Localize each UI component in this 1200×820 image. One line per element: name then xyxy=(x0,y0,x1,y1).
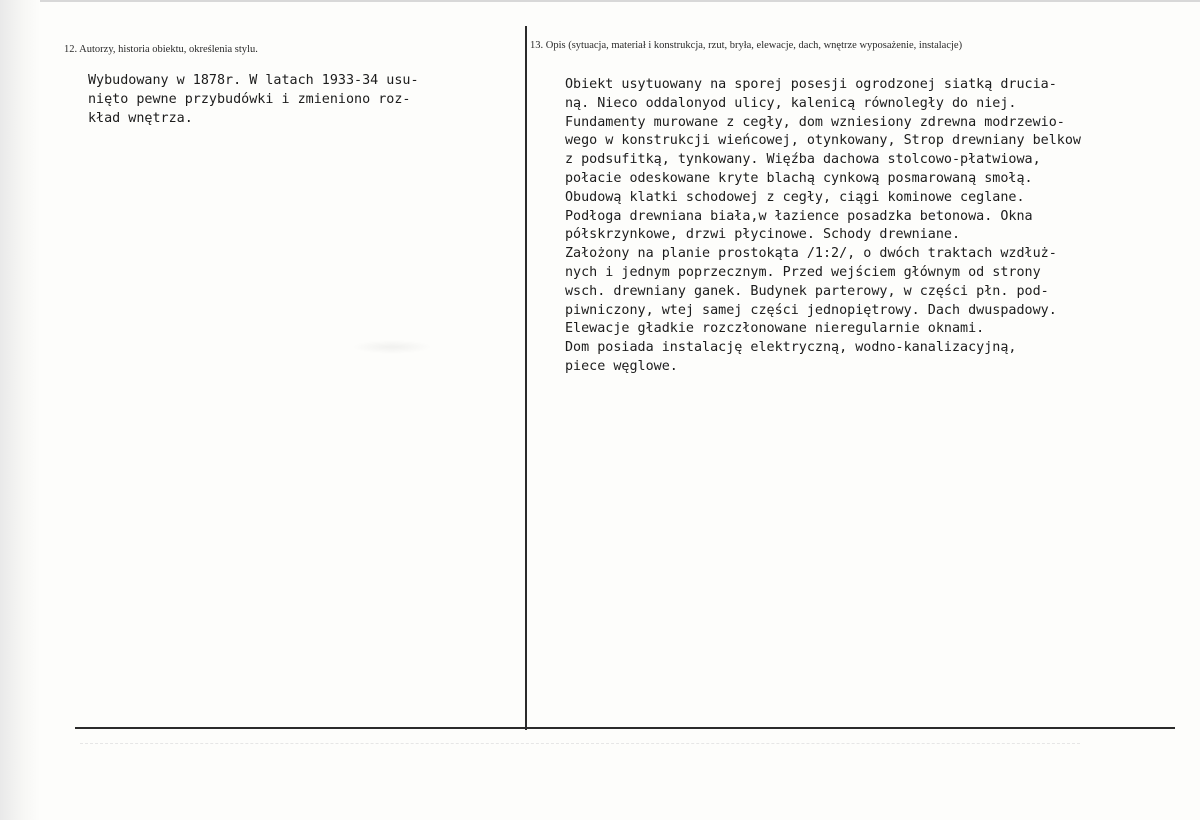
text-line: Obiekt usytuowany na sporej posesji ogrodzonej siatką drucia- xyxy=(565,77,1057,92)
text-line: wego w konstrukcji wieńcowej, otynkowany, Strop drewniany belkow xyxy=(565,133,1081,149)
text-line: Wybudowany w 1878r. W latach 1933-34 usu- xyxy=(88,73,419,88)
section-13-text xyxy=(565,76,1081,377)
top-border xyxy=(40,0,1200,2)
text-line: Podłoga drewniana biała,w łazience posadzka betonowa. Okna xyxy=(565,208,1033,224)
text-line: Fundamenty murowane z cegły, dom wzniesiony zdrewna modrzewio- xyxy=(565,114,1065,130)
text-line: połacie odeskowane kryte blachą cynkową posmarowaną smołą. xyxy=(565,170,1033,186)
scan-smudge xyxy=(352,340,432,354)
faint-guide-line xyxy=(80,743,1080,745)
text-line: Założony na planie prostokąta /1:2/, o dwóch traktach wzdłuż- xyxy=(565,246,1057,262)
text-line: wsch. drewniany ganek. Budynek parterowy, w części płn. pod- xyxy=(565,283,1049,299)
text-line: kład wnętrza. xyxy=(88,110,193,126)
text-line: nięto pewne przybudówki i zmieniono roz- xyxy=(88,91,411,107)
section-13-label: 13. Opis (sytuacja, materiał i konstrukcja, rzut, bryła, elewacje, dach, wnętrze wyposażenie, instalacje) xyxy=(530,40,963,51)
text-line: piece węglowe. xyxy=(565,358,678,374)
text-line: nych i jednym poprzecznym. Przed wejściem głównym od strony xyxy=(565,264,1041,280)
text-line: Dom posiada instalację elektryczną, wodno-kanalizacyjną, xyxy=(565,340,1017,356)
text-line: piwniczony, wtej samej części jednopiętrowy. Dach dwuspadowy. xyxy=(565,302,1057,318)
text-line: ną. Nieco oddalonyod ulicy, kalenicą równoległy do niej. xyxy=(565,95,1017,111)
text-line: półskrzynkowe, drzwi płycinowe. Schody drewniane. xyxy=(565,227,961,243)
bottom-rule xyxy=(75,727,1175,729)
section-12-text xyxy=(88,72,419,128)
text-line: z podsufitką, tynkowany. Więźba dachowa stolcowo-płatwiowa, xyxy=(565,152,1041,168)
scan-shadow-edge xyxy=(0,0,40,820)
text-line: Obudową klatki schodowej z cegły, ciągi kominowe ceglane. xyxy=(565,189,1025,205)
section-12-label: 12. Autorzy, historia obiektu, określenia stylu. xyxy=(64,44,258,55)
text-line: Elewacje gładkie rozczłonowane nieregularnie oknami. xyxy=(565,321,985,337)
column-divider xyxy=(525,26,527,730)
